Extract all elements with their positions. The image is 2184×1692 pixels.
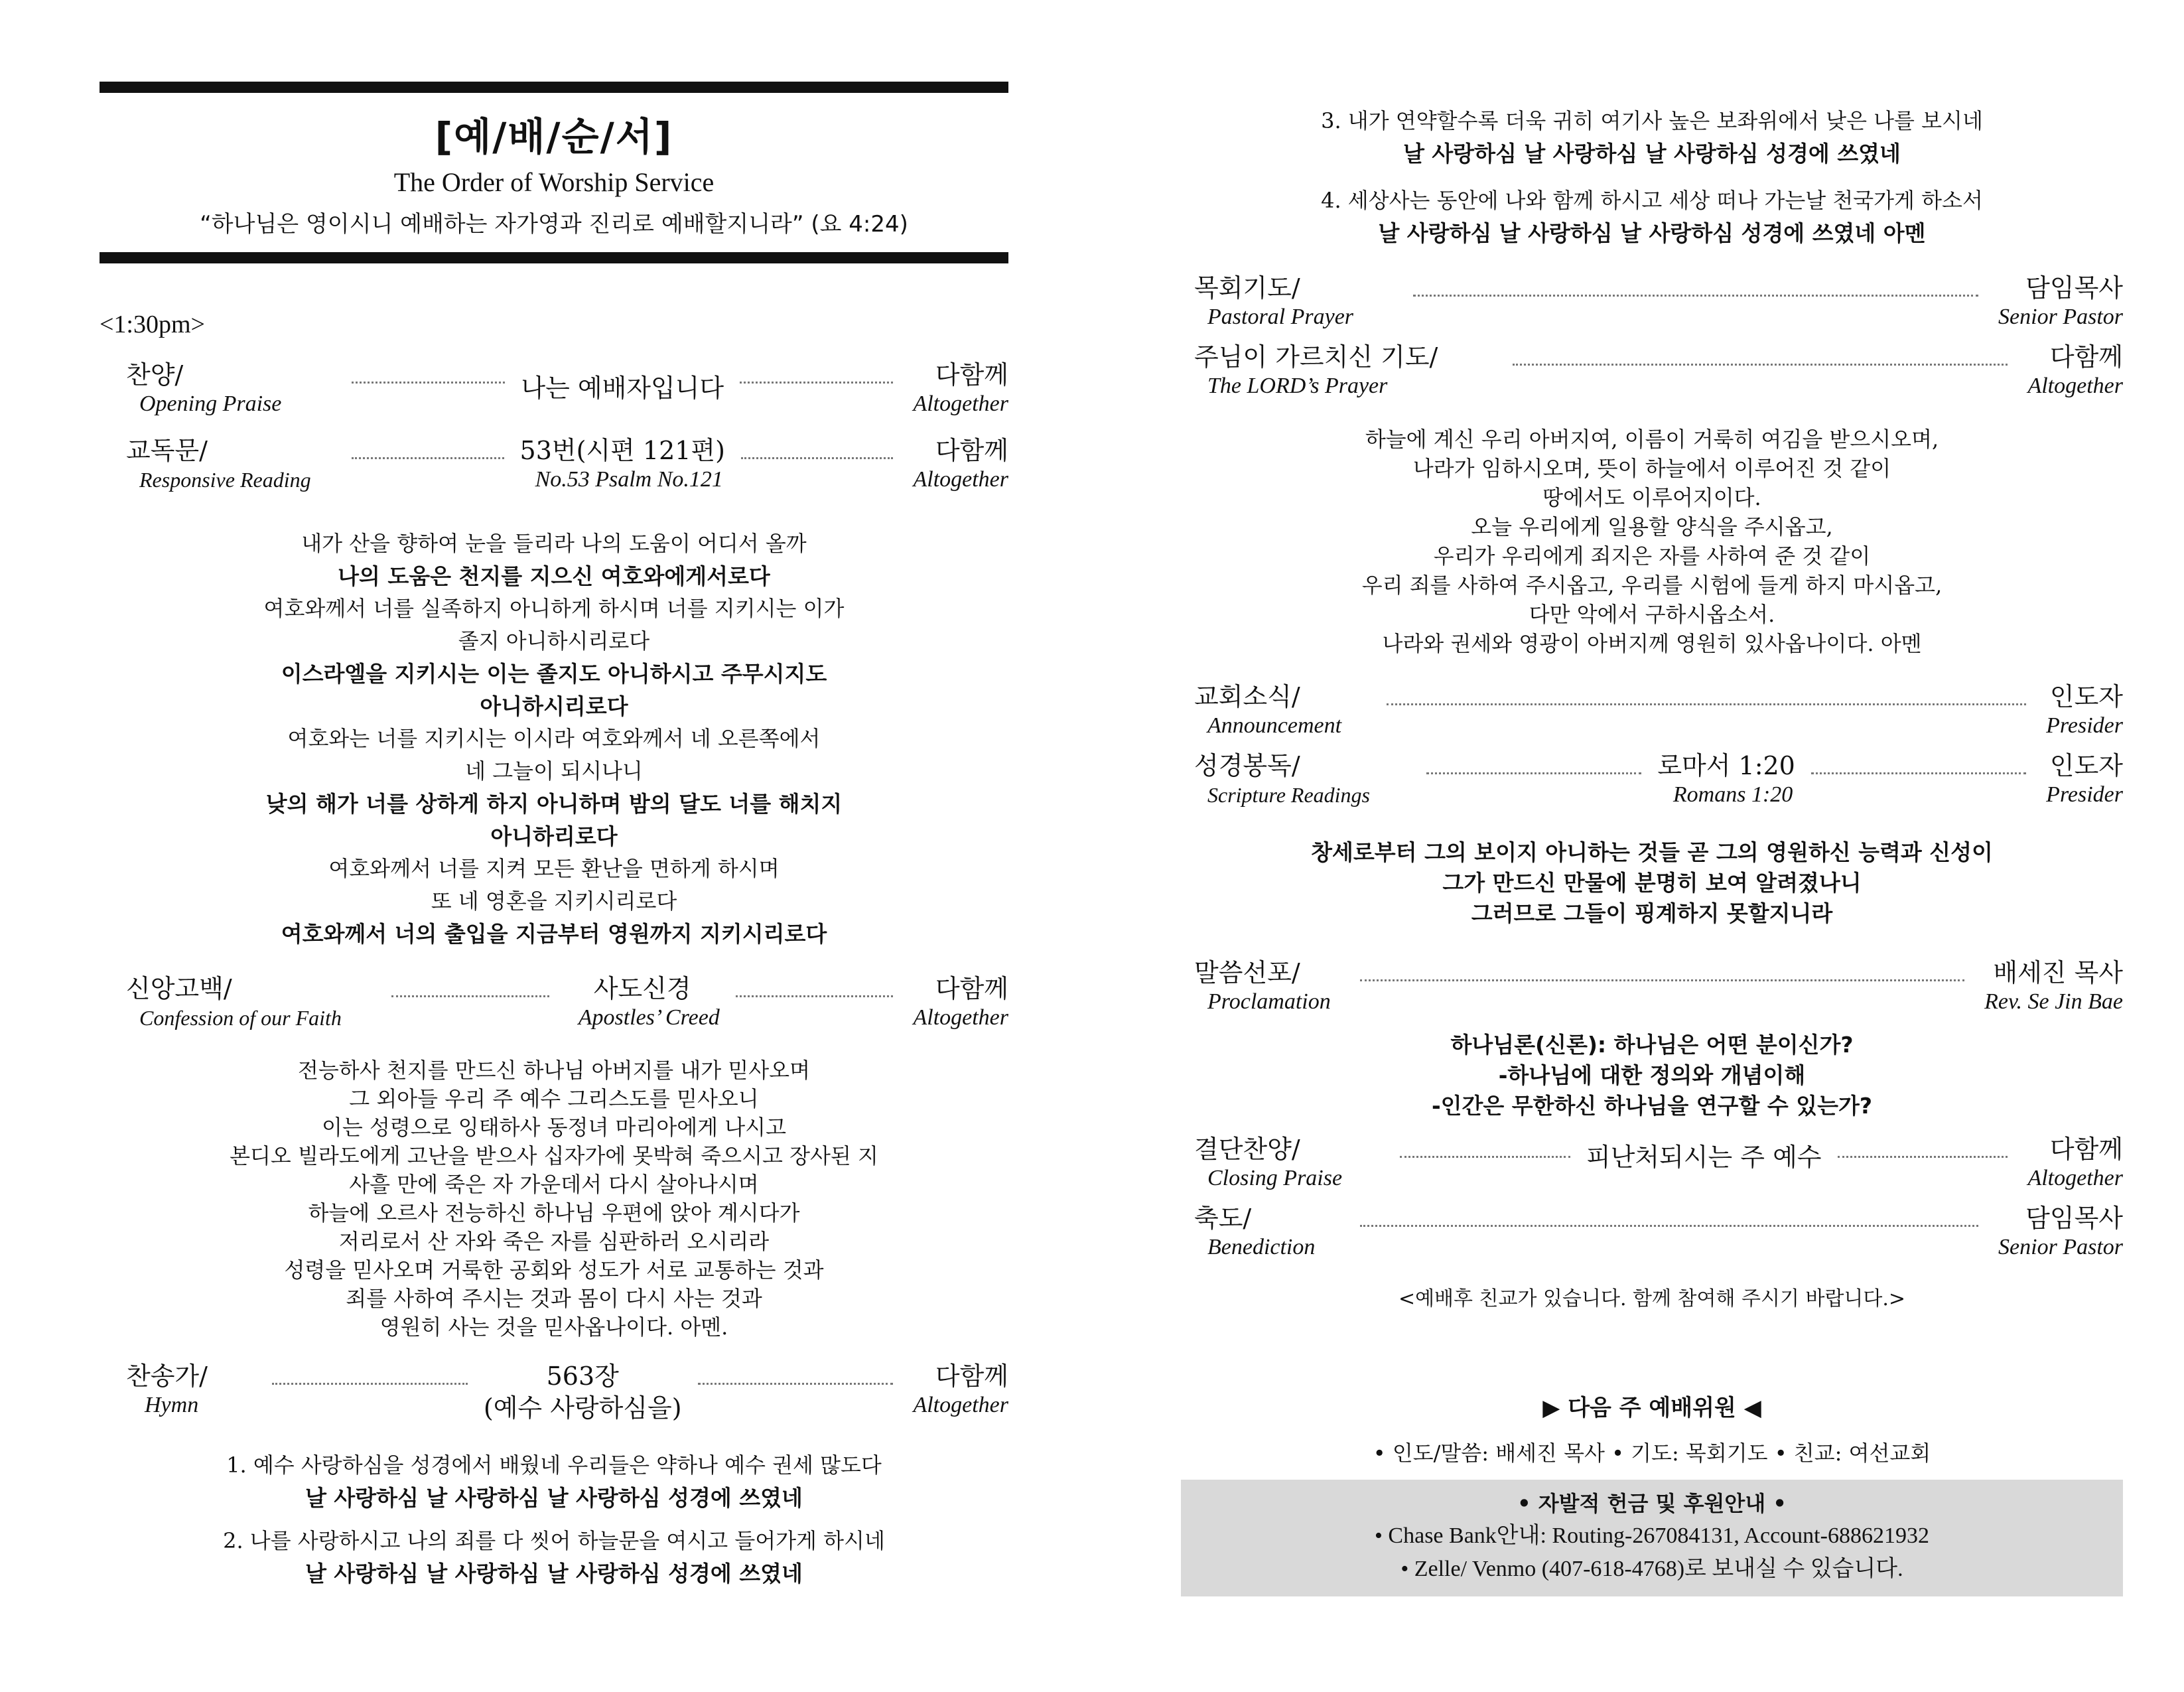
- creed-line: 사흘 만에 죽은 자 가운데서 다시 살아나시며: [349, 1172, 759, 1197]
- item-label-en: The LORD’s Prayer: [1207, 374, 1388, 398]
- item-label-en: Hymn: [145, 1393, 199, 1417]
- order-item-announcement: [1181, 681, 2123, 739]
- order-item-responsive-reading: [100, 435, 1008, 493]
- order-item-scripture: [1181, 750, 2123, 808]
- prayer-line: 우리가 우리에게 죄지은 자를 사하여 준 것 같이: [1433, 543, 1871, 569]
- leader-dots: [698, 1383, 894, 1385]
- leader-dots: [1400, 1156, 1570, 1158]
- reading-line-response: 이스라엘을 지키시는 이는 졸지도 아니하시고 주무시지도: [281, 661, 827, 687]
- item-leader-en: Altogether: [913, 1393, 1008, 1417]
- left-page: [100, 0, 1008, 1590]
- leader-dots: [1811, 772, 2026, 774]
- leader-dots: [391, 995, 549, 997]
- item-title: 나는 예배자입니다: [521, 374, 724, 403]
- hymn-verse-line: 4. 세상사는 동안에 나와 함께 하시고 세상 떠나 가는날 천국가게 하소서: [1321, 188, 1983, 213]
- creed-line: 전능하사 천지를 만드신 하나님 아버지를 내가 믿사오며: [297, 1058, 810, 1083]
- apostles-creed-text: [100, 1056, 1008, 1342]
- leader-dots: [736, 995, 894, 997]
- item-leader-en: Rev. Se Jin Bae: [1984, 989, 2123, 1014]
- item-label-en: Confession of our Faith: [139, 1006, 342, 1030]
- hymn-chorus-line: 날 사랑하심 날 사랑하심 날 사랑하심 성경에 쓰였네: [1403, 141, 1901, 167]
- giving-zelle-info: • Zelle/ Venmo (407-618-4768)로 보내실 수 있습니다.: [1400, 1557, 1903, 1581]
- prayer-line: 오늘 우리에게 일용할 양식을 주시옵고,: [1471, 514, 1833, 539]
- item-title: 피난처되시는 주 예수: [1586, 1143, 1822, 1172]
- leader-dots: [1513, 364, 2008, 366]
- hymn-verses-right: [1181, 105, 2123, 249]
- prayer-line: 하늘에 계신 우리 아버지여, 이름이 거룩히 여김을 받으시오며,: [1365, 427, 1939, 452]
- sermon-point: -인간은 무한하신 하나님을 연구할 수 있는가?: [1431, 1093, 1873, 1119]
- item-label-en: Responsive Reading: [139, 468, 311, 492]
- item-leader-en: Altogether: [913, 467, 1009, 492]
- prayer-line: 다만 악에서 구하시옵소서.: [1529, 602, 1775, 627]
- sermon-title: 하나님론(신론): 하나님은 어떤 분이신가?: [1450, 1032, 1854, 1058]
- hymn-verses-left: [100, 1449, 1008, 1590]
- creed-line: 그 외아들 우리 주 예수 그리스도를 믿사오니: [349, 1086, 759, 1111]
- leader-dots: [1838, 1156, 2008, 1158]
- item-leader-ko: 인도자: [2049, 682, 2123, 711]
- reading-line-response: 나의 도움은 천지를 지으신 여호와에게서로다: [338, 563, 770, 589]
- hymn-verse-line: 1. 예수 사랑하심을 성경에서 배웠네 우리들은 약하나 예수 권세 많도다: [226, 1452, 882, 1478]
- next-week-title: ▶ 다음 주 예배위원 ◀: [1542, 1395, 1761, 1421]
- item-label-en: Proclamation: [1207, 989, 1331, 1014]
- item-label-en: Scripture Readings: [1207, 783, 1370, 807]
- prayer-line: 나라가 임하시오며, 뜻이 하늘에서 이루어진 것 같이: [1412, 456, 1891, 481]
- leader-dots: [352, 457, 504, 459]
- header-verse: “하나님은 영이시니 예배하는 자가영과 진리로 예배할지니라” (요 4:24): [200, 211, 908, 238]
- hymn-verse-line: 2. 나를 사랑하시고 나의 죄를 다 씻어 하늘문을 여시고 들어가게 하시네: [223, 1528, 885, 1553]
- giving-bank-info: • Chase Bank안내: Routing-267084131, Account-688621932: [1375, 1523, 1929, 1548]
- item-label-en: Closing Praise: [1207, 1166, 1343, 1190]
- item-label-ko: 주님이 가르치신 기도/: [1194, 342, 1438, 372]
- item-leader-en: Senior Pastor: [1998, 1235, 2123, 1259]
- reading-line-response: 여호와께서 너의 출입을 지금부터 영원까지 지키시리로다: [281, 921, 827, 947]
- item-leader-ko: 다함께: [935, 1362, 1008, 1391]
- item-leader-en: Senior Pastor: [1998, 305, 2123, 329]
- psalm-reading-text: [100, 528, 1008, 950]
- item-leader-ko: 인도자: [2049, 751, 2124, 780]
- creed-line: 하늘에 오르사 전능하신 하나님 우편에 앉아 계시다가: [308, 1200, 800, 1226]
- right-page: [1181, 0, 2123, 1596]
- service-time: <1:30pm>: [100, 311, 205, 338]
- scripture-line: 창세로부터 그의 보이지 아니하는 것들 곧 그의 영원하신 능력과 신성이: [1311, 839, 1993, 865]
- item-leader-ko: 배세진 목사: [1993, 958, 2123, 987]
- leader-dots: [740, 382, 893, 384]
- creed-line: 죄를 사하여 주시는 것과 몸이 다시 사는 것과: [346, 1286, 762, 1311]
- item-title: 사도신경: [593, 974, 691, 1003]
- item-leader-en: Altogether: [2027, 1166, 2123, 1190]
- page-title: [예/배/순/서]: [435, 114, 673, 159]
- order-item-pastoral-prayer: [1181, 272, 2123, 330]
- lords-prayer-text: [1181, 425, 2123, 658]
- item-leader-ko: 다함께: [2049, 1135, 2123, 1164]
- prayer-line: 나라와 권세와 영광이 아버지께 영원히 있사옵나이다. 아멘: [1382, 631, 1922, 656]
- next-week-roles: • 인도/말씀: 배세진 목사 • 기도: 목회기도 • 친교: 여선교회: [1373, 1441, 1931, 1466]
- order-item-closing-praise: [1181, 1133, 2123, 1192]
- item-label-ko: 신앙고백/: [126, 974, 232, 1003]
- creed-line: 이는 성령으로 잉태하사 동정녀 마리아에게 나시고: [321, 1115, 786, 1140]
- creed-line: 저리로서 산 자와 죽은 자를 심판하러 오시리라: [338, 1229, 770, 1254]
- leader-dots: [1387, 703, 2026, 705]
- item-label-ko: 성경봉독/: [1194, 751, 1300, 780]
- item-label-ko: 축도/: [1194, 1204, 1252, 1233]
- giving-title: • 자발적 헌금 및 후원안내 •: [1517, 1491, 1787, 1516]
- item-label-ko: 결단찬양/: [1194, 1135, 1300, 1164]
- leader-dots: [1413, 295, 1978, 297]
- reading-line: 내가 산을 향하여 눈을 들리라 나의 도움이 어디서 올까: [301, 531, 807, 556]
- prayer-line: 우리 죄를 사하여 주시옵고, 우리를 시험에 들게 하지 마시옵고,: [1361, 573, 1943, 598]
- reading-line: 네 그늘이 되시나니: [465, 758, 643, 784]
- order-item-opening-praise: [100, 359, 1008, 417]
- reading-line: 여호와께서 너를 지켜 모든 환난을 면하게 하시며: [328, 856, 780, 881]
- fellowship-notice: <예배후 친교가 있습니다. 함께 참여해 주시기 바랍니다.>: [1398, 1287, 1906, 1310]
- creed-line: 성령을 믿사오며 거룩한 공회와 성도가 서로 교통하는 것과: [284, 1257, 824, 1283]
- page-subtitle: The Order of Worship Service: [393, 167, 715, 197]
- item-label-ko: 교독문/: [126, 436, 208, 465]
- item-title: 563장: [546, 1362, 619, 1391]
- item-leader-en: Presider: [2046, 713, 2123, 738]
- item-leader-ko: 다함께: [935, 360, 1008, 389]
- item-leader-en: Altogether: [913, 391, 1008, 416]
- item-title-en: Apostles’ Creed: [578, 1005, 720, 1030]
- sermon-outline: [1181, 1030, 2123, 1121]
- item-leader-ko: 다함께: [2049, 342, 2123, 372]
- reading-line-response: 아니하시리로다: [480, 693, 628, 719]
- item-title-en: Romans 1:20: [1672, 782, 1793, 807]
- reading-line-response: 아니하리로다: [490, 823, 618, 849]
- leader-dots: [1360, 1225, 1978, 1227]
- item-label-en: Opening Praise: [139, 391, 282, 416]
- leader-dots: [1360, 979, 1964, 981]
- reading-line: 여호와께서 너를 실족하지 아니하게 하시며 너를 지키시는 이가: [263, 596, 845, 621]
- hymn-verse-line: 3. 내가 연약할수록 더욱 귀히 여기사 높은 보좌위에서 낮은 나를 보시네: [1321, 108, 1983, 133]
- order-item-proclamation: [1181, 957, 2123, 1015]
- item-leader-ko: 담임목사: [2025, 1204, 2123, 1233]
- item-label-en: Benediction: [1207, 1235, 1316, 1259]
- item-leader-en: Altogether: [2027, 374, 2123, 398]
- reading-line: 또 네 영혼을 지키시리로다: [431, 888, 677, 914]
- item-title: 로마서 1:20: [1657, 751, 1795, 780]
- item-label-ko: 찬양/: [126, 360, 184, 389]
- reading-line-response: 낮의 해가 너를 상하게 하지 아니하며 밤의 달도 너를 해치지: [265, 791, 843, 817]
- header-bottom-rule: [100, 252, 1008, 263]
- scripture-text: [1181, 837, 2123, 929]
- item-leader-ko: 다함께: [935, 436, 1009, 465]
- top-rule: [100, 82, 1008, 93]
- item-label-en: Announcement: [1207, 713, 1342, 738]
- item-label-ko: 말씀선포/: [1194, 958, 1300, 987]
- item-title-en: No.53 Psalm No.121: [535, 467, 723, 492]
- leader-dots: [1426, 772, 1641, 774]
- scripture-line: 그러므로 그들이 핑계하지 못할지니라: [1471, 900, 1833, 926]
- hymn-chorus-line: 날 사랑하심 날 사랑하심 날 사랑하심 성경에 쓰였네: [305, 1485, 803, 1511]
- hymn-chorus-line: 날 사랑하심 날 사랑하심 날 사랑하심 성경에 쓰였네 아멘: [1378, 220, 1926, 246]
- order-item-hymn: [100, 1360, 1008, 1424]
- item-label-en: Pastoral Prayer: [1207, 305, 1354, 329]
- leader-dots: [272, 1383, 468, 1385]
- item-label-ko: 목회기도/: [1194, 273, 1300, 303]
- leader-dots: [352, 382, 505, 384]
- hymn-chorus-line: 날 사랑하심 날 사랑하심 날 사랑하심 성경에 쓰였네: [305, 1561, 803, 1586]
- item-subtitle: (예수 사랑하심을): [483, 1393, 682, 1423]
- item-label-ko: 교회소식/: [1194, 682, 1300, 711]
- creed-line: 본디오 빌라도에게 고난을 받으사 십자가에 못박혀 죽으시고 장사된 지: [230, 1143, 878, 1168]
- creed-line: 영원히 사는 것을 믿사옵나이다. 아멘.: [379, 1314, 728, 1340]
- item-label-ko: 찬송가/: [126, 1362, 208, 1391]
- order-item-lords-prayer: [1181, 341, 2123, 399]
- item-leader-ko: 다함께: [935, 974, 1009, 1003]
- giving-info-box: [1181, 1480, 2123, 1596]
- item-leader-en: Presider: [2046, 782, 2124, 807]
- prayer-line: 땅에서도 이루어지이다.: [1542, 485, 1761, 510]
- reading-line: 여호와는 너를 지키시는 이시라 여호와께서 네 오른쪽에서: [287, 726, 821, 751]
- order-item-confession: [100, 973, 1008, 1031]
- item-title: 53번(시편 121편): [519, 436, 725, 465]
- reading-line: 졸지 아니하시리로다: [458, 628, 650, 654]
- sermon-point: -하나님에 대한 정의와 개념이해: [1498, 1062, 1806, 1088]
- leader-dots: [741, 457, 894, 459]
- order-item-benediction: [1181, 1202, 2123, 1261]
- item-leader-ko: 담임목사: [2025, 273, 2123, 303]
- scripture-line: 그가 만드신 만물에 분명히 보여 알려졌나니: [1442, 870, 1862, 896]
- item-leader-en: Altogether: [913, 1005, 1009, 1030]
